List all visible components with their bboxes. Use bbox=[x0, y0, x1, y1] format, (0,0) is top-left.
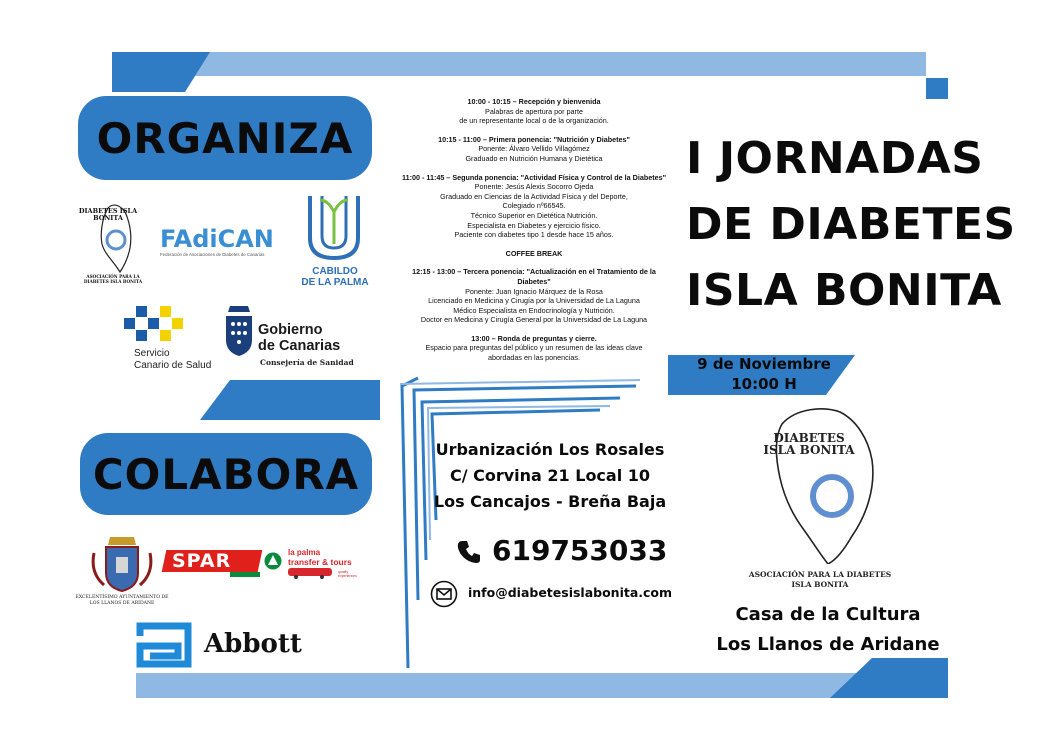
lapalma-transfer-logo bbox=[288, 548, 364, 588]
phone-icon bbox=[456, 539, 482, 565]
address-line1: Urbanización Los Rosales bbox=[435, 440, 665, 459]
schedule-line: de un representante local o de la organización. bbox=[459, 116, 609, 126]
ayuntamiento-caption: EXCELENTÍSIMO AYUNTAMIENTO DE LOS LLANOS DE ARIDANE bbox=[75, 595, 169, 606]
venue-line2: Los Llanos de Aridane bbox=[716, 634, 940, 655]
schedule-line: Ponente: Juan Ignacio Márquez de la Rosa bbox=[465, 286, 603, 296]
lapalma-tag: quality experiences bbox=[338, 570, 357, 578]
schedule-item bbox=[400, 249, 668, 259]
schedule-heading: COFFEE BREAK bbox=[505, 248, 563, 258]
cabildo-emblem-icon bbox=[296, 190, 374, 262]
big-logo-line1: DIABETES bbox=[773, 431, 845, 445]
schedule-line: Paciente con diabetes tipo 1 desde hace 15 años. bbox=[454, 230, 614, 240]
ayuntamiento-crest-icon bbox=[90, 533, 154, 593]
cabildo-logo bbox=[296, 190, 374, 290]
event-date bbox=[680, 354, 848, 394]
fadican-logo bbox=[160, 226, 288, 260]
phone bbox=[456, 532, 676, 572]
schedule-line: Especialista en Diabetes y ejercicio físico. bbox=[467, 220, 601, 230]
schedule-line: Ponente: Álvaro Vellido Villagómez bbox=[478, 144, 590, 154]
schedule-line: Colegiado nº66545. bbox=[502, 201, 566, 211]
abbott-logo bbox=[136, 622, 316, 670]
schedule-line: Graduado en Ciencias de la Actividad Física y del Deporte, bbox=[440, 191, 628, 201]
email bbox=[430, 578, 673, 610]
schedule-heading: 12:15 - 13:00 – Tercera ponencia: "Actualización en el Tratamiento de la Diabetes" bbox=[412, 267, 656, 286]
schedule-item bbox=[400, 267, 668, 325]
cabildo-line1: CABILDO bbox=[312, 266, 358, 277]
schedule-line: Espacio para preguntas del público y un resumen de las ideas clave bbox=[425, 343, 643, 353]
ayuntamiento-logo bbox=[72, 533, 172, 611]
title-line3: ISLA BONITA bbox=[686, 265, 1002, 316]
schedule-line: Técnico Superior en Dietética Nutrición. bbox=[470, 210, 598, 220]
schedule-heading: 11:00 - 11:45 – Segunda ponencia: "Actividad Física y Control de la Diabetes" bbox=[401, 172, 667, 182]
big-logo-line2: ISLA BONITA bbox=[763, 443, 855, 457]
scs-logo bbox=[124, 304, 216, 374]
schedule-item bbox=[400, 334, 668, 363]
schedule-line: Doctor en Medicina y Cirugía General por la Universidad de La Laguna bbox=[420, 315, 648, 325]
schedule-line: Graduado en Nutrición Humana y Dietética bbox=[465, 153, 603, 163]
venue bbox=[700, 600, 956, 660]
schedule bbox=[400, 97, 668, 372]
schedule-line: Médico Especialista en Endocrinología y Nutrición. bbox=[453, 305, 615, 315]
big-logo-caption1: ASOCIACIÓN PARA LA DIABETES bbox=[748, 570, 892, 579]
gobierno-canarias-logo bbox=[222, 302, 352, 372]
abbott-name: Abbott bbox=[204, 629, 302, 659]
email-icon bbox=[430, 580, 458, 608]
address bbox=[430, 437, 670, 515]
schedule-item bbox=[400, 97, 668, 126]
colabora-label: COLABORA bbox=[80, 433, 372, 515]
asociacion-logo-caption: ASOCIACIÓN PARA LA DIABETES ISLA BONITA bbox=[83, 274, 143, 284]
gobierno-line2: de Canarias bbox=[258, 338, 341, 354]
email-address: info@diabetesislabonita.com bbox=[468, 585, 673, 600]
schedule-heading: 10:15 - 11:00 – Primera ponencia: "Nutrición y Diabetes" bbox=[438, 134, 630, 144]
address-line2: C/ Corvina 21 Local 10 bbox=[449, 466, 651, 485]
address-line3: Los Cancajos - Breña Baja bbox=[433, 492, 667, 511]
venue-line1: Casa de la Cultura bbox=[735, 604, 921, 625]
cabildo-line2: DE LA PALMA bbox=[301, 277, 369, 288]
la-palma-island-large-icon bbox=[740, 404, 900, 564]
schedule-heading: 10:00 - 10:15 – Recepción y bienvenida bbox=[467, 97, 601, 106]
scs-line1: Servicio bbox=[134, 348, 170, 359]
abbott-mark-icon bbox=[136, 622, 192, 668]
title-line2: DE DIABETES bbox=[686, 199, 1016, 250]
spar-logo bbox=[164, 550, 282, 580]
schedule-item bbox=[400, 135, 668, 164]
big-logo-caption2: ISLA BONITA bbox=[791, 580, 849, 589]
fadican-name: FAdiCAN bbox=[160, 225, 274, 253]
date-line1: 9 de Noviembre bbox=[697, 355, 831, 373]
organiza-label: ORGANIZA bbox=[78, 96, 372, 180]
lapalma-line2: transfer & tours bbox=[288, 557, 352, 567]
phone-number: 619753033 bbox=[492, 534, 668, 567]
lapalma-bus-icon bbox=[288, 567, 336, 579]
schedule-item bbox=[400, 173, 668, 240]
event-title bbox=[686, 126, 1016, 324]
schedule-line: Palabras de apertura por parte bbox=[485, 106, 583, 116]
lapalma-line1: la palma bbox=[288, 548, 321, 557]
asociacion-big-logo bbox=[740, 404, 900, 600]
schedule-line: abordadas en las ponencias. bbox=[488, 353, 580, 363]
date-line2: 10:00 H bbox=[731, 375, 797, 393]
spar-name: SPAR bbox=[172, 550, 232, 572]
schedule-line: Ponente: Jesús Alexis Socorro Ojeda bbox=[474, 182, 594, 192]
schedule-heading: 13:00 – Ronda de preguntas y cierre. bbox=[471, 333, 597, 343]
gobierno-line1: Gobierno bbox=[258, 322, 323, 338]
scs-squares-icon bbox=[124, 304, 186, 342]
schedule-line: Licenciado en Medicina y Cirugía por la Universidad de La Laguna bbox=[428, 296, 640, 306]
scs-line2: Canario de Salud bbox=[134, 359, 212, 371]
title-line1: I JORNADAS bbox=[686, 133, 984, 184]
asociacion-diabetes-logo bbox=[74, 196, 152, 288]
canarias-shield-icon bbox=[222, 302, 256, 358]
gobierno-line3: Consejería de Sanidad bbox=[260, 358, 354, 367]
asociacion-logo-name: DIABETES ISLA BONITA bbox=[78, 207, 138, 222]
fadican-caption: Federación de Asociaciones de Diabetes de Canarias bbox=[160, 252, 265, 257]
spar-tree-icon bbox=[264, 552, 282, 570]
